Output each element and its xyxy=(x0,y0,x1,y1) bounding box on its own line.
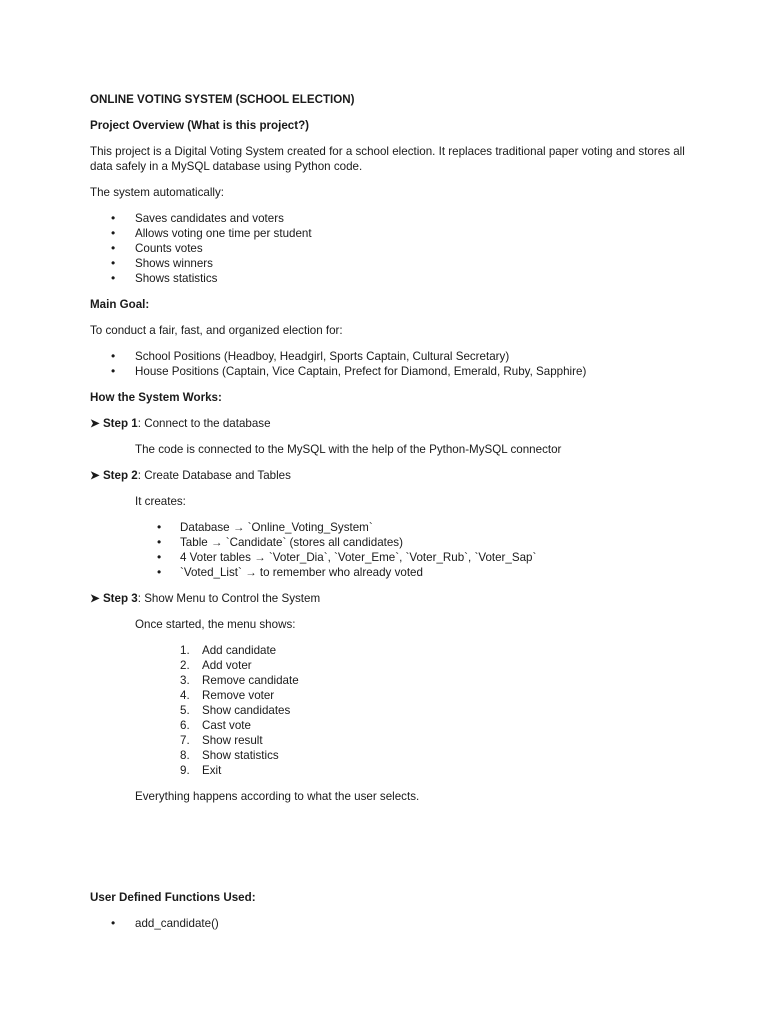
list-item: • House Positions (Captain, Vice Captain, Prefect for Diamond, Emerald, Ruby, Sapphire) xyxy=(90,364,690,379)
step-1-desc: The code is connected to the MySQL with the help of the Python-MySQL connector xyxy=(135,443,562,456)
menu-list xyxy=(180,643,690,778)
list-item: • Table → `Candidate` (stores all candidates) xyxy=(135,535,690,550)
list-item: • Shows statistics xyxy=(90,271,690,286)
menu-item: 9. Exit xyxy=(180,764,222,777)
works-heading: How the System Works: xyxy=(90,391,222,404)
menu-item: 1. Add candidate xyxy=(180,644,277,657)
goal-intro: To conduct a fair, fast, and organized election for: xyxy=(90,324,343,337)
menu-item: 5. Show candidates xyxy=(180,704,291,717)
overview-heading: Project Overview (What is this project?) xyxy=(90,119,310,132)
menu-item: 2. Add voter xyxy=(180,659,252,672)
list-item: • add_candidate() xyxy=(90,916,690,931)
list-item: • Shows winners xyxy=(90,256,690,271)
step-2 xyxy=(90,468,690,483)
step-label: Step 3 xyxy=(102,592,138,605)
step-label: Step 1 xyxy=(102,417,138,430)
step-label: Step 2 xyxy=(102,469,138,482)
list-item: • 4 Voter tables → `Voter_Dia`, `Voter_Eme`, `Voter_Rub`, `Voter_Sap` xyxy=(135,550,690,565)
arrow-icon: ➤ xyxy=(90,592,100,605)
step-2-list xyxy=(135,520,690,580)
functions-list xyxy=(90,916,690,931)
menu-item: 7. Show result xyxy=(180,734,263,747)
overview-text: This project is a Digital Voting System created for a school election. It replaces traditional paper voting and stores all data safely in a MySQL database using Python code. xyxy=(90,145,685,173)
menu-item: 3. Remove candidate xyxy=(180,674,299,687)
list-item: • Counts votes xyxy=(90,241,690,256)
step-2-desc: It creates: xyxy=(135,495,186,508)
document-body xyxy=(90,92,690,942)
document-title: ONLINE VOTING SYSTEM (SCHOOL ELECTION) xyxy=(90,93,355,106)
list-item: • Saves candidates and voters xyxy=(90,211,690,226)
step-text: : Create Database and Tables xyxy=(137,469,291,482)
arrow-icon: ➤ xyxy=(90,417,100,430)
menu-item: 4. Remove voter xyxy=(180,689,275,702)
functions-heading: User Defined Functions Used: xyxy=(90,891,256,904)
list-item: • School Positions (Headboy, Headgirl, Sports Captain, Cultural Secretary) xyxy=(90,349,690,364)
step-1 xyxy=(90,416,690,431)
auto-list xyxy=(90,211,690,286)
page-spacer xyxy=(90,815,690,890)
step-text: : Connect to the database xyxy=(137,417,271,430)
list-item: • Allows voting one time per student xyxy=(90,226,690,241)
goal-heading: Main Goal: xyxy=(90,298,150,311)
step-3 xyxy=(90,591,690,606)
menu-item: 6. Cast vote xyxy=(180,719,251,732)
step-text: : Show Menu to Control the System xyxy=(137,592,321,605)
goal-list xyxy=(90,349,690,379)
auto-intro: The system automatically: xyxy=(90,186,225,199)
arrow-icon: ➤ xyxy=(90,469,100,482)
step-3-after: Everything happens according to what the user selects. xyxy=(135,790,420,803)
step-3-desc: Once started, the menu shows: xyxy=(135,618,296,631)
list-item: • `Voted_List` → to remember who already voted xyxy=(135,565,690,580)
list-item: • Database → `Online_Voting_System` xyxy=(135,520,690,535)
menu-item: 8. Show statistics xyxy=(180,749,279,762)
